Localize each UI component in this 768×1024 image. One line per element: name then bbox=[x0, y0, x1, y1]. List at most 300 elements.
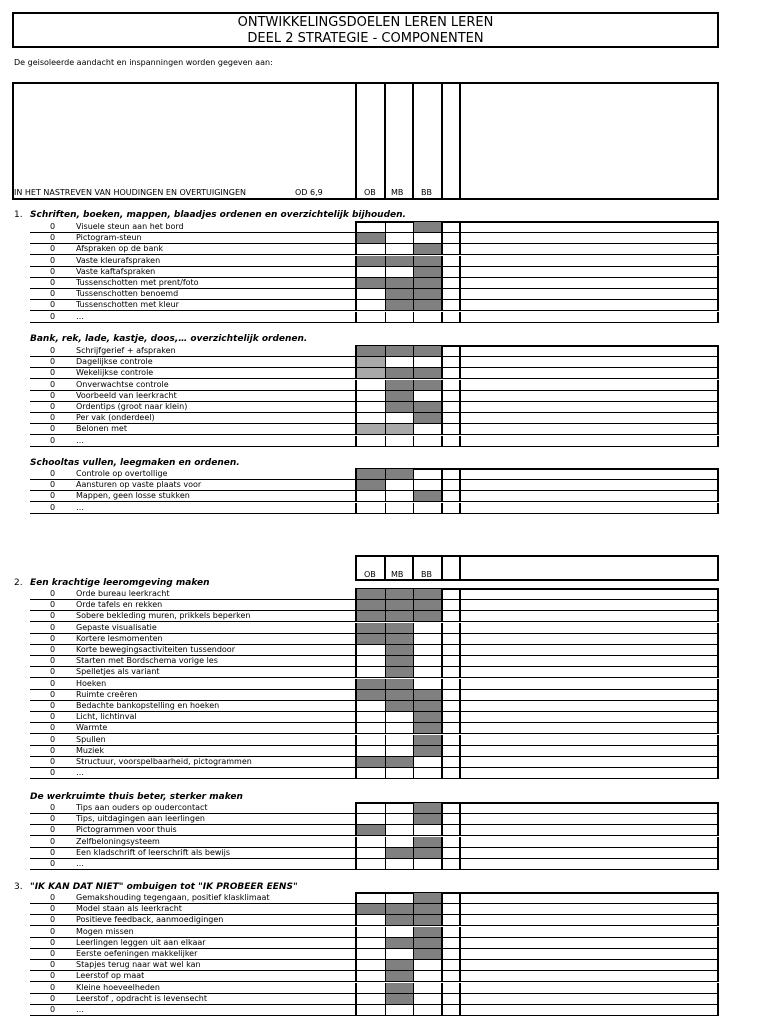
cell-separator bbox=[459, 768, 461, 778]
cell-ob[interactable] bbox=[357, 938, 385, 948]
cell-ob[interactable] bbox=[357, 645, 385, 655]
cell-bb[interactable] bbox=[414, 837, 442, 847]
cell-separator bbox=[385, 746, 386, 756]
row-checkbox-zero: 0 bbox=[50, 712, 56, 722]
cell-mb[interactable] bbox=[386, 656, 413, 666]
cell-mb[interactable] bbox=[386, 915, 413, 925]
cell-bb[interactable] bbox=[414, 859, 442, 869]
header-box bbox=[12, 82, 719, 200]
cell-separator bbox=[459, 503, 461, 513]
cell-mb[interactable] bbox=[386, 600, 413, 610]
cell-separator bbox=[459, 712, 461, 722]
cell-mb[interactable] bbox=[386, 983, 413, 993]
cell-mb[interactable] bbox=[386, 803, 413, 813]
cell-bb[interactable] bbox=[414, 346, 442, 356]
table-row bbox=[30, 690, 719, 701]
cell-bb[interactable] bbox=[414, 222, 442, 232]
cell-separator bbox=[413, 848, 414, 858]
row-checkbox-zero: 0 bbox=[50, 502, 56, 512]
cell-mb[interactable] bbox=[386, 825, 413, 835]
cell-mb[interactable] bbox=[386, 436, 413, 446]
cell-bb[interactable] bbox=[414, 391, 442, 401]
row-label: Muziek bbox=[76, 745, 104, 755]
cell-mb[interactable] bbox=[386, 971, 413, 981]
cell-separator bbox=[413, 233, 414, 243]
section-title: Schooltas vullen, leegmaken en ordenen. bbox=[30, 458, 240, 468]
cell-ob[interactable] bbox=[357, 949, 385, 959]
cell-bb[interactable] bbox=[414, 480, 442, 490]
cell-separator bbox=[459, 623, 461, 633]
row-label: Eerste oefeningen makkelijker bbox=[76, 949, 198, 958]
row-checkbox-zero: 0 bbox=[50, 346, 56, 355]
cell-bb[interactable] bbox=[414, 656, 442, 666]
cell-mb[interactable] bbox=[386, 848, 413, 858]
cell-mb[interactable] bbox=[386, 701, 413, 711]
cell-bb[interactable] bbox=[414, 312, 442, 322]
cell-separator bbox=[413, 244, 414, 254]
cell-separator bbox=[441, 825, 443, 835]
cell-bb[interactable] bbox=[414, 938, 442, 948]
cell-mb[interactable] bbox=[386, 712, 413, 722]
cell-bb[interactable] bbox=[414, 735, 442, 745]
cell-bb[interactable] bbox=[414, 701, 442, 711]
cell-ob[interactable] bbox=[357, 634, 385, 644]
cell-mb[interactable] bbox=[386, 424, 413, 434]
cell-mb[interactable] bbox=[386, 244, 413, 254]
cell-bb[interactable] bbox=[414, 503, 442, 513]
row-cells bbox=[355, 278, 719, 289]
row-cells bbox=[355, 938, 719, 949]
cell-bb[interactable] bbox=[414, 803, 442, 813]
cell-separator bbox=[413, 679, 414, 689]
row-cells bbox=[355, 634, 719, 645]
cell-mb[interactable] bbox=[386, 391, 413, 401]
cell-bb[interactable] bbox=[414, 814, 442, 824]
cell-mb[interactable] bbox=[386, 623, 413, 633]
cell-ob[interactable] bbox=[357, 222, 385, 232]
cell-ob[interactable] bbox=[357, 623, 385, 633]
cell-mb[interactable] bbox=[386, 690, 413, 700]
cell-separator bbox=[413, 949, 414, 959]
cell-ob[interactable] bbox=[357, 825, 385, 835]
row-label: Zelfbeloningsysteem bbox=[76, 836, 160, 846]
cell-separator bbox=[413, 278, 414, 288]
cell-separator bbox=[385, 346, 386, 356]
cell-ob[interactable] bbox=[357, 735, 385, 745]
cell-bb[interactable] bbox=[414, 667, 442, 677]
cell-mb[interactable] bbox=[386, 233, 413, 243]
cell-mb[interactable] bbox=[386, 289, 413, 299]
cell-ob[interactable] bbox=[357, 971, 385, 981]
section-title: Bank, rek, lade, kastje, doos,… overzichtelijk ordenen. bbox=[30, 334, 308, 344]
cell-separator bbox=[385, 233, 386, 243]
cell-mb[interactable] bbox=[386, 893, 413, 903]
row-underline bbox=[30, 446, 355, 447]
cell-bb[interactable] bbox=[414, 768, 442, 778]
cell-ob[interactable] bbox=[357, 1005, 385, 1015]
cell-separator bbox=[441, 424, 443, 434]
cell-ob[interactable] bbox=[357, 589, 385, 599]
cell-separator bbox=[413, 927, 414, 937]
title-line-1: ONTWIKKELINGSDOELEN LEREN LEREN bbox=[237, 15, 494, 30]
cell-mb[interactable] bbox=[386, 256, 413, 266]
table-row bbox=[30, 994, 719, 1005]
cell-mb[interactable] bbox=[386, 267, 413, 277]
row-cells bbox=[355, 503, 719, 514]
table-row bbox=[30, 768, 719, 779]
row-cells bbox=[355, 983, 719, 994]
cell-separator bbox=[413, 289, 414, 299]
cell-separator bbox=[385, 904, 386, 914]
cell-separator bbox=[441, 949, 443, 959]
row-checkbox-zero: 0 bbox=[50, 413, 56, 423]
cell-ob[interactable] bbox=[357, 436, 385, 446]
row-label: Aansturen op vaste plaats voor bbox=[76, 480, 202, 490]
cell-separator bbox=[441, 256, 443, 266]
cell-ob[interactable] bbox=[357, 503, 385, 513]
cell-bb[interactable] bbox=[414, 589, 442, 599]
cell-bb[interactable] bbox=[414, 690, 442, 700]
cell-bb[interactable] bbox=[414, 645, 442, 655]
cell-ob[interactable] bbox=[357, 701, 385, 711]
cell-bb[interactable] bbox=[414, 256, 442, 266]
cell-separator bbox=[459, 491, 461, 501]
row-checkbox-zero: 0 bbox=[50, 311, 56, 321]
cell-bb[interactable] bbox=[414, 634, 442, 644]
cell-mb[interactable] bbox=[386, 949, 413, 959]
cell-separator bbox=[413, 380, 414, 390]
cell-mb[interactable] bbox=[386, 746, 413, 756]
cell-separator bbox=[441, 701, 443, 711]
row-checkbox-zero: 0 bbox=[50, 480, 56, 490]
row-cells bbox=[355, 927, 719, 938]
cell-separator bbox=[385, 712, 386, 722]
cell-separator bbox=[413, 768, 414, 778]
cell-separator bbox=[441, 346, 443, 356]
cell-ob[interactable] bbox=[357, 667, 385, 677]
cell-bb[interactable] bbox=[414, 723, 442, 733]
cell-separator bbox=[385, 357, 386, 367]
row-checkbox-zero: 0 bbox=[50, 915, 56, 925]
cell-mb[interactable] bbox=[386, 380, 413, 390]
cell-mb[interactable] bbox=[386, 667, 413, 677]
cell-bb[interactable] bbox=[414, 424, 442, 434]
row-label: Ruimte creëren bbox=[76, 689, 138, 699]
row-cells bbox=[355, 757, 719, 768]
row-cells bbox=[355, 656, 719, 667]
cell-separator bbox=[385, 267, 386, 277]
cell-bb[interactable] bbox=[414, 278, 442, 288]
cell-ob[interactable] bbox=[357, 746, 385, 756]
cell-bb[interactable] bbox=[414, 757, 442, 767]
cell-mb[interactable] bbox=[386, 312, 413, 322]
cell-ob[interactable] bbox=[357, 312, 385, 322]
cell-mb[interactable] bbox=[386, 814, 413, 824]
cell-separator bbox=[441, 480, 443, 490]
cell-ob[interactable] bbox=[357, 368, 385, 378]
cell-ob[interactable] bbox=[357, 600, 385, 610]
cell-mb[interactable] bbox=[386, 904, 413, 914]
cell-separator bbox=[441, 278, 443, 288]
cell-bb[interactable] bbox=[414, 623, 442, 633]
cell-bb[interactable] bbox=[414, 413, 442, 423]
cell-bb[interactable] bbox=[414, 600, 442, 610]
cell-ob[interactable] bbox=[357, 712, 385, 722]
cell-bb[interactable] bbox=[414, 712, 442, 722]
table-row bbox=[30, 645, 719, 656]
cell-separator bbox=[385, 960, 386, 970]
row-label: Wekelijkse controle bbox=[76, 368, 154, 378]
cell-mb[interactable] bbox=[386, 222, 413, 232]
row-underline bbox=[30, 869, 355, 870]
cell-separator bbox=[459, 634, 461, 644]
cell-mb[interactable] bbox=[386, 927, 413, 937]
cell-ob[interactable] bbox=[357, 244, 385, 254]
cell-separator bbox=[385, 289, 386, 299]
row-cells bbox=[355, 971, 719, 982]
row-cells bbox=[355, 267, 719, 278]
row-cells bbox=[355, 623, 719, 634]
row-label: Per vak (onderdeel) bbox=[76, 413, 155, 423]
cell-separator bbox=[441, 244, 443, 254]
cell-bb[interactable] bbox=[414, 491, 442, 501]
cell-separator bbox=[441, 735, 443, 745]
cell-separator bbox=[413, 357, 414, 367]
cell-separator bbox=[459, 701, 461, 711]
cell-separator bbox=[441, 712, 443, 722]
cell-separator bbox=[413, 960, 414, 970]
cell-ob[interactable] bbox=[357, 357, 385, 367]
cell-ob[interactable] bbox=[357, 679, 385, 689]
cell-bb[interactable] bbox=[414, 357, 442, 367]
cell-bb[interactable] bbox=[414, 380, 442, 390]
row-cells bbox=[355, 679, 719, 690]
row-checkbox-zero: 0 bbox=[50, 611, 56, 621]
row-label: Mogen missen bbox=[76, 926, 134, 936]
cell-bb[interactable] bbox=[414, 402, 442, 412]
cell-ob[interactable] bbox=[357, 278, 385, 288]
row-checkbox-zero: 0 bbox=[50, 469, 56, 478]
cell-bb[interactable] bbox=[414, 611, 442, 621]
cell-ob[interactable] bbox=[357, 289, 385, 299]
cell-ob[interactable] bbox=[357, 723, 385, 733]
cell-ob[interactable] bbox=[357, 656, 385, 666]
cell-ob[interactable] bbox=[357, 915, 385, 925]
table-row bbox=[30, 491, 719, 502]
cell-ob[interactable] bbox=[357, 768, 385, 778]
cell-mb[interactable] bbox=[386, 278, 413, 288]
cell-ob[interactable] bbox=[357, 848, 385, 858]
table-row bbox=[30, 949, 719, 960]
cell-ob[interactable] bbox=[357, 469, 385, 479]
cell-mb[interactable] bbox=[386, 357, 413, 367]
cell-bb[interactable] bbox=[414, 848, 442, 858]
cell-mb[interactable] bbox=[386, 589, 413, 599]
cell-bb[interactable] bbox=[414, 244, 442, 254]
cell-separator bbox=[441, 757, 443, 767]
cell-mb[interactable] bbox=[386, 1005, 413, 1015]
cell-bb[interactable] bbox=[414, 893, 442, 903]
cell-mb[interactable] bbox=[386, 634, 413, 644]
cell-ob[interactable] bbox=[357, 300, 385, 310]
cell-ob[interactable] bbox=[357, 690, 385, 700]
row-cells bbox=[355, 233, 719, 244]
cell-ob[interactable] bbox=[357, 814, 385, 824]
row-checkbox-zero: 0 bbox=[50, 926, 56, 936]
row-label: Tussenschotten benoemd bbox=[76, 289, 179, 299]
cell-separator bbox=[385, 491, 386, 501]
cell-mb[interactable] bbox=[386, 679, 413, 689]
cell-separator bbox=[413, 480, 414, 490]
cell-mb[interactable] bbox=[386, 938, 413, 948]
section-number: 2. bbox=[14, 578, 23, 588]
cell-ob[interactable] bbox=[357, 859, 385, 869]
cell-separator bbox=[385, 656, 386, 666]
cell-mb[interactable] bbox=[386, 611, 413, 621]
cell-separator bbox=[385, 469, 386, 479]
cell-separator bbox=[459, 746, 461, 756]
cell-bb[interactable] bbox=[414, 267, 442, 277]
row-checkbox-zero: 0 bbox=[50, 278, 56, 287]
cell-separator bbox=[459, 222, 461, 232]
table-row bbox=[30, 983, 719, 994]
cell-mb[interactable] bbox=[386, 960, 413, 970]
cell-ob[interactable] bbox=[357, 380, 385, 390]
row-cells bbox=[355, 814, 719, 825]
cell-ob[interactable] bbox=[357, 346, 385, 356]
cell-ob[interactable] bbox=[357, 424, 385, 434]
cell-bb[interactable] bbox=[414, 436, 442, 446]
cell-mb[interactable] bbox=[386, 768, 413, 778]
row-cells bbox=[355, 893, 719, 904]
cell-mb[interactable] bbox=[386, 480, 413, 490]
section-number: 3. bbox=[14, 882, 23, 892]
cell-ob[interactable] bbox=[357, 927, 385, 937]
cell-ob[interactable] bbox=[357, 267, 385, 277]
cell-mb[interactable] bbox=[386, 735, 413, 745]
cell-separator bbox=[441, 368, 443, 378]
row-checkbox-zero: 0 bbox=[50, 266, 56, 276]
col-bb-label-2: BB bbox=[421, 570, 432, 579]
table-row bbox=[30, 848, 719, 859]
cell-separator bbox=[459, 312, 461, 322]
cell-ob[interactable] bbox=[357, 983, 385, 993]
row-label: Pictogram-steun bbox=[76, 233, 142, 243]
table-row bbox=[30, 735, 719, 746]
cell-bb[interactable] bbox=[414, 746, 442, 756]
row-label: Afspraken op de bank bbox=[76, 244, 164, 254]
cell-ob[interactable] bbox=[357, 413, 385, 423]
cell-separator bbox=[413, 803, 414, 813]
cell-separator bbox=[441, 723, 443, 733]
cell-bb[interactable] bbox=[414, 983, 442, 993]
row-cells bbox=[355, 491, 719, 502]
cell-mb[interactable] bbox=[386, 859, 413, 869]
cell-bb[interactable] bbox=[414, 289, 442, 299]
cell-bb[interactable] bbox=[414, 915, 442, 925]
cell-ob[interactable] bbox=[357, 960, 385, 970]
cell-separator bbox=[413, 904, 414, 914]
cell-separator bbox=[385, 413, 386, 423]
cell-ob[interactable] bbox=[357, 904, 385, 914]
cell-separator bbox=[385, 757, 386, 767]
cell-mb[interactable] bbox=[386, 402, 413, 412]
cell-bb[interactable] bbox=[414, 971, 442, 981]
cell-mb[interactable] bbox=[386, 723, 413, 733]
cell-ob[interactable] bbox=[357, 256, 385, 266]
cell-ob[interactable] bbox=[357, 402, 385, 412]
cell-ob[interactable] bbox=[357, 391, 385, 401]
table-row bbox=[30, 825, 719, 836]
cell-ob[interactable] bbox=[357, 893, 385, 903]
cell-ob[interactable] bbox=[357, 611, 385, 621]
cell-mb[interactable] bbox=[386, 645, 413, 655]
cell-ob[interactable] bbox=[357, 837, 385, 847]
cell-separator bbox=[385, 938, 386, 948]
cell-separator bbox=[413, 712, 414, 722]
table-row bbox=[30, 256, 719, 267]
cell-separator bbox=[413, 402, 414, 412]
cell-bb[interactable] bbox=[414, 825, 442, 835]
cell-mb[interactable] bbox=[386, 757, 413, 767]
cell-separator bbox=[413, 346, 414, 356]
cell-bb[interactable] bbox=[414, 949, 442, 959]
cell-bb[interactable] bbox=[414, 927, 442, 937]
cell-mb[interactable] bbox=[386, 837, 413, 847]
table-row bbox=[30, 503, 719, 514]
cell-mb[interactable] bbox=[386, 994, 413, 1004]
cell-mb[interactable] bbox=[386, 503, 413, 513]
cell-mb[interactable] bbox=[386, 300, 413, 310]
cell-separator bbox=[441, 357, 443, 367]
cell-mb[interactable] bbox=[386, 346, 413, 356]
cell-mb[interactable] bbox=[386, 368, 413, 378]
cell-mb[interactable] bbox=[386, 469, 413, 479]
row-cells bbox=[355, 667, 719, 678]
cell-mb[interactable] bbox=[386, 491, 413, 501]
cell-bb[interactable] bbox=[414, 1005, 442, 1015]
cell-bb[interactable] bbox=[414, 469, 442, 479]
cell-separator bbox=[459, 289, 461, 299]
cell-bb[interactable] bbox=[414, 233, 442, 243]
row-underline bbox=[30, 778, 355, 779]
cell-ob[interactable] bbox=[357, 233, 385, 243]
cell-separator bbox=[413, 424, 414, 434]
cell-separator bbox=[385, 380, 386, 390]
cell-separator bbox=[385, 402, 386, 412]
row-checkbox-zero: 0 bbox=[50, 645, 56, 654]
cell-mb[interactable] bbox=[386, 413, 413, 423]
cell-ob[interactable] bbox=[357, 994, 385, 1004]
row-label: Vaste kleurafspraken bbox=[76, 255, 161, 265]
cell-separator bbox=[413, 667, 414, 677]
cell-ob[interactable] bbox=[357, 757, 385, 767]
cell-bb[interactable] bbox=[414, 994, 442, 1004]
row-checkbox-zero: 0 bbox=[50, 904, 56, 914]
table-row bbox=[30, 278, 719, 289]
cell-bb[interactable] bbox=[414, 960, 442, 970]
cell-bb[interactable] bbox=[414, 679, 442, 689]
cell-bb[interactable] bbox=[414, 300, 442, 310]
cell-separator bbox=[413, 222, 414, 232]
cell-separator bbox=[459, 983, 461, 993]
cell-ob[interactable] bbox=[357, 803, 385, 813]
cell-ob[interactable] bbox=[357, 480, 385, 490]
cell-separator bbox=[413, 589, 414, 599]
cell-ob[interactable] bbox=[357, 491, 385, 501]
cell-bb[interactable] bbox=[414, 368, 442, 378]
cell-bb[interactable] bbox=[414, 904, 442, 914]
